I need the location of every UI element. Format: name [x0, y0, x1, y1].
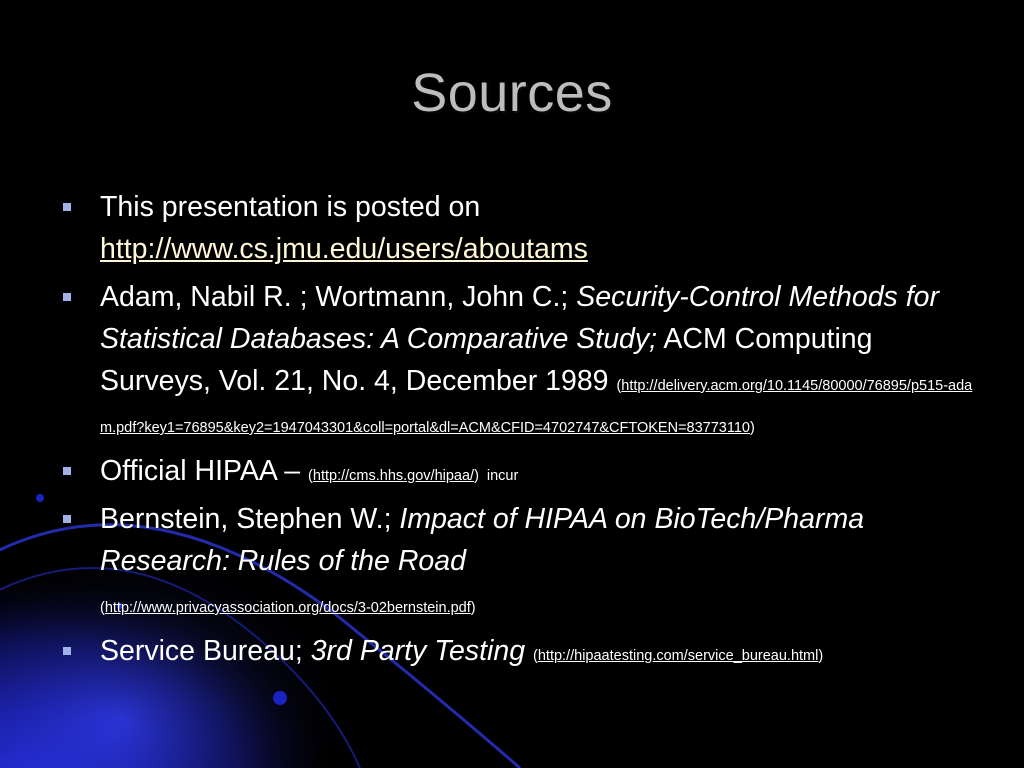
list-item: [58, 186, 978, 270]
list-item: [58, 276, 978, 444]
item-title: 3rd Party Testing: [310, 635, 526, 667]
item-text: Service Bureau;: [100, 635, 303, 667]
paren-open: (: [533, 648, 538, 664]
presentation-link[interactable]: http://www.cs.jmu.edu/users/aboutams: [100, 233, 588, 265]
list-item: [58, 450, 978, 492]
bullet-square-icon: [63, 203, 71, 211]
orb: [36, 494, 44, 502]
item-authors: Adam, Nabil R. ; Wortmann, John C.;: [100, 281, 569, 313]
item-title: Impact of HIPAA on BioTech/Pharma Research: Rules of the Road: [100, 503, 865, 577]
item-suffix: incur: [486, 468, 519, 484]
acm-link[interactable]: http://delivery.acm.org/10.1145/80000/76895/p515-adam.pdf?key1=76895&key2=1947043301&coll=portal&dl=ACM&CFID=4702747&CFTOKEN=83773110: [100, 378, 973, 436]
paren-close: ): [474, 468, 479, 484]
item-text: ACM Computing Surveys, Vol. 21, No. 4, December 1989: [100, 323, 873, 397]
item-text: This presentation is posted on: [100, 191, 481, 223]
paren-open: (: [100, 600, 105, 616]
bullet-square-icon: [63, 647, 71, 655]
item-text: Official HIPAA –: [100, 455, 301, 487]
list-item: [58, 630, 978, 672]
bullet-square-icon: [63, 467, 71, 475]
item-authors: Bernstein, Stephen W.;: [100, 503, 392, 535]
orb: [273, 691, 287, 705]
paren-close: ): [470, 600, 476, 616]
item-title: Security-Control Methods for Statistical Databases: A Comparative Study;: [100, 281, 939, 355]
bernstein-link[interactable]: http://www.privacyassociation.org/docs/3-02bernstein.pdf: [104, 600, 471, 616]
paren-open: (: [616, 378, 622, 394]
hipaatesting-link[interactable]: http://hipaatesting.com/service_bureau.html: [537, 648, 819, 664]
bullet-square-icon: [63, 515, 71, 523]
hipaa-link[interactable]: http://cms.hhs.gov/hipaa/: [312, 468, 475, 484]
slide-title: Sources: [411, 63, 613, 123]
sources-list: [58, 186, 978, 678]
list-item: [58, 498, 978, 624]
paren-close: ): [818, 648, 824, 664]
paren-close: ): [749, 420, 755, 436]
paren-open: (: [308, 468, 313, 484]
bullet-square-icon: [63, 293, 71, 301]
